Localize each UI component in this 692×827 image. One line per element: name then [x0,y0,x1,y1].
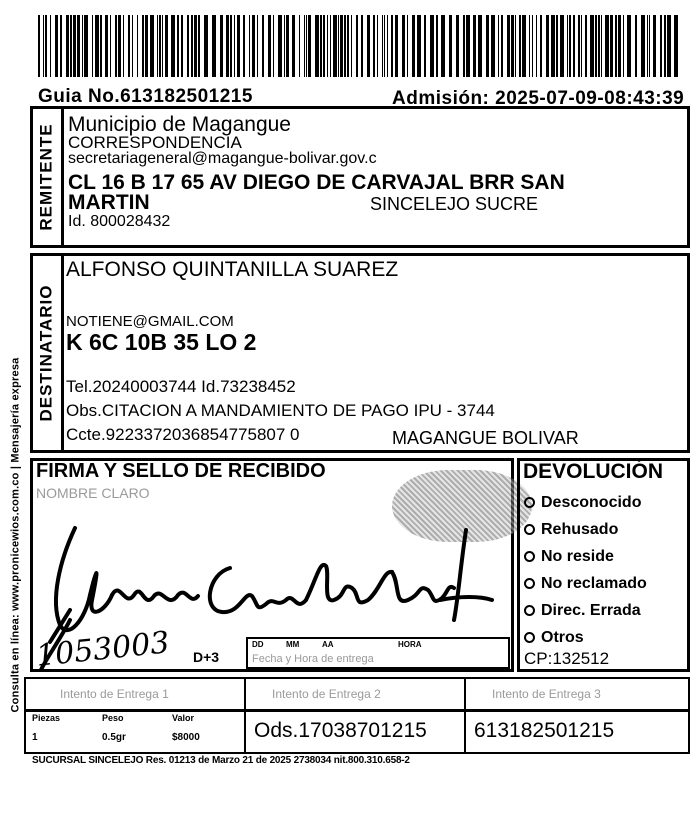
destinatario-tel: Tel.20240003744 Id.73238452 [66,377,296,396]
barcode-bar [417,15,421,77]
barcode-bar [60,15,62,77]
firma-title: FIRMA Y SELLO DE RECIBIDO [36,460,326,482]
package-guia-number: 613182501215 [474,719,615,742]
handwritten-id: 1053003 [34,625,172,674]
barcode-bar [569,15,571,77]
piezas-label: Piezas [32,713,61,723]
barcode-bar [84,15,88,77]
barcode-bar [278,15,282,77]
barcode-bar [299,15,300,77]
barcode-bar [664,15,666,77]
barcode-bar [38,15,40,77]
barcode-bar [249,15,250,77]
barcode-bar [441,15,445,77]
barcode-bar [567,15,568,77]
handwritten-extra: D+3 [193,649,220,665]
remitente-address: CL 16 B 17 65 AV DIEGO DE CARVAJAL BRR SAN [68,171,565,194]
barcode-bar [292,15,295,77]
side-consulta-text: Consulta en línea: www.pronicewios.com.co | Mensajería expresa [9,357,22,713]
option-rehusado[interactable]: Rehusado [524,516,647,543]
barcode-bar [667,15,671,77]
barcode-bar [308,15,311,77]
barcode-bar [449,15,452,77]
barcode-bar [198,15,200,77]
barcode-bar [286,15,289,77]
destinatario-obs: Obs.CITACION A MANDAMIENTO DE PAGO IPU - 3744 [66,401,495,420]
barcode-bar [333,15,337,77]
barcode-bar [132,15,133,77]
destinatario-address: K 6C 10B 35 LO 2 [66,329,257,355]
option-no-reside[interactable]: No reside [524,543,647,570]
barcode-bar [162,15,163,77]
barcode-bar [157,15,158,77]
barcode-bar [412,15,415,77]
barcode-bar [137,15,138,77]
remitente-id: Id. 800028432 [68,213,171,230]
barcode-bar [605,15,609,77]
radio-circle-icon [524,605,535,616]
barcode-bar [649,15,650,77]
barcode-bar [641,15,645,77]
barcode-bar [118,15,121,77]
footer-text: SUCURSAL SINCELEJO Res. 01213 de Marzo 21 de 2025 2738034 nit.800.310.658-2 [32,755,410,766]
peso-value: 0.5gr [102,732,126,743]
barcode-bar [581,15,582,77]
barcode-bar [55,15,58,77]
radio-circle-icon [524,632,535,643]
barcode-bar [556,15,558,77]
valor-label: Valor [172,713,195,723]
barcode-bar [615,15,617,77]
tracking-barcode [38,15,678,77]
barcode-bar [220,15,223,77]
barcode-bar [491,15,495,77]
destinatario-ccte: Ccte.9223372036854775807 0 [66,425,300,444]
barcode-bar [187,15,189,77]
barcode-bar [234,15,235,77]
intento-3: Intento de Entrega 3 [492,687,601,701]
barcode-bar [463,15,465,77]
radio-circle-icon [524,524,535,535]
barcode-bar [546,15,549,77]
barcode-bar [268,15,271,77]
barcode-bar [273,15,274,77]
remitente-name: Municipio de Magangue [68,113,291,136]
barcode-bar [338,15,339,77]
destinatario-label: DESTINATARIO [36,284,56,422]
barcode-bar [181,15,183,77]
barcode-bar [522,15,526,77]
barcode-bar [340,15,343,77]
barcode-bar [257,15,258,77]
barcode-bar [284,15,285,77]
barcode-bar [430,15,434,77]
barcode-bar [573,15,575,77]
barcode-bar [191,15,193,77]
barcode-bar [230,15,232,77]
barcode-bar [150,15,154,77]
barcode-bar [529,15,530,77]
barcode-bar [590,15,594,77]
barcode-bar [115,15,117,77]
barcode-bar [391,15,393,77]
barcode-bar [320,15,322,77]
barcode-bar [382,15,383,77]
barcode-bar [478,15,482,77]
barcode-bar [43,15,44,77]
barcode-bar [635,15,637,77]
barcode-bar [660,15,662,77]
barcode-bar [466,15,470,77]
destinatario-city: MAGANGUE BOLIVAR [392,428,579,448]
barcode-bar [653,15,656,77]
barcode-bar [387,15,388,77]
barcode-bar [50,15,51,77]
remitente-address-2: MARTIN [68,191,150,214]
barcode-bar [344,15,346,77]
barcode-bar [551,15,555,77]
barcode-bar [45,15,47,77]
radio-circle-icon [524,497,535,508]
barcode-bar [519,15,521,77]
barcode-bar [623,15,624,77]
barcode-bar [486,15,489,77]
barcode-bar [145,15,148,77]
barcode-bar [647,15,648,77]
barcode-bar [323,15,325,77]
barcode-bar [610,15,613,77]
barcode-bar [159,15,161,77]
barcode-bar [540,15,542,77]
barcode-bar [585,15,587,77]
barcode-bar [128,15,130,77]
barcode-bar [252,15,255,77]
intento-1: Intento de Entrega 1 [60,687,169,701]
barcode-bar [402,15,405,77]
barcode-bar [456,15,459,77]
barcode-bar [171,15,175,77]
option-direc-errada[interactable]: Direc. Errada [524,597,647,624]
barcode-bar [511,15,514,77]
barcode-bar [367,15,370,77]
devolucion-cp: CP:132512 [524,649,610,668]
nombre-claro-label: NOMBRE CLARO [36,485,150,501]
ods-number: Ods.17038701215 [254,719,427,742]
barcode-bar [262,15,264,77]
barcode-bar [237,15,240,77]
barcode-bar [73,15,76,77]
barcode-bar [243,15,245,77]
devolucion-title: DEVOLUCIÓN [523,460,664,483]
admision-timestamp: Admisión: 2025-07-09-08:43:39 [392,88,685,109]
remitente-label: REMITENTE [36,123,56,231]
devolucion-options [524,489,647,651]
barcode-bar [82,15,83,77]
barcode-bar [532,15,533,77]
option-otros[interactable]: Otros [524,624,647,651]
peso-label: Peso [102,713,124,723]
barcode-bar [105,15,108,77]
barcode-bar [142,15,144,77]
barcode-bar [373,15,375,77]
piezas-value: 1 [32,732,38,743]
option-no-reclamado[interactable]: No reclamado [524,570,647,597]
barcode-bar [498,15,499,77]
barcode-bar [226,15,229,77]
barcode-bar [92,15,93,77]
barcode-bar [501,15,503,77]
barcode-bar [536,15,537,77]
date-hora-label: HORA [398,640,422,649]
barcode-bar [306,15,307,77]
barcode-bar [204,15,208,77]
date-aa-label: AA [322,640,334,649]
barcode-bar [77,15,80,77]
remitente-email: secretariageneral@magangue-bolivar.gov.c [68,150,377,167]
barcode-bar [66,15,69,77]
barcode-bar [618,15,621,77]
barcode-bar [304,15,305,77]
radio-circle-icon [524,551,535,562]
guia-number: Guia No.613182501215 [38,86,253,107]
barcode-bar [377,15,378,77]
barcode-bar [212,15,216,77]
date-dd-label: DD [252,640,264,649]
barcode-bar [194,15,197,77]
barcode-bar [110,15,111,77]
barcode-bar [598,15,600,77]
barcode-bar [507,15,510,77]
barcode-bar [70,15,72,77]
option-desconocido[interactable]: Desconocido [524,489,647,516]
barcode-bar [515,15,516,77]
destinatario-name: ALFONSO QUINTANILLA SUAREZ [66,258,399,281]
barcode-bar [177,15,179,77]
barcode-bar [330,15,331,77]
barcode-bar [123,15,124,77]
barcode-bar [327,15,328,77]
barcode-bar [627,15,631,77]
barcode-bar [351,15,352,77]
destinatario-email: NOTIENE@GMAIL.COM [66,313,234,330]
remitente-dept: CORRESPONDENCIA [68,133,242,152]
barcode-bar [595,15,597,77]
barcode-bar [601,15,602,77]
date-caption: Fecha y Hora de entrega [252,653,374,665]
barcode-bar [560,15,564,77]
barcode-bar [347,15,349,77]
intento-2: Intento de Entrega 2 [272,687,381,701]
barcode-bar [95,15,99,77]
barcode-bar [315,15,319,77]
barcode-bar [473,15,476,77]
date-mm-label: MM [286,640,300,649]
barcode-bar [384,15,385,77]
valor-value: $8000 [172,732,200,743]
remitente-city: SINCELEJO SUCRE [370,194,539,214]
barcode-bar [361,15,363,77]
barcode-bar [165,15,168,77]
radio-circle-icon [524,578,535,589]
barcode-bar [356,15,358,77]
barcode-bar [424,15,426,77]
barcode-bar [578,15,580,77]
barcode-bar [407,15,408,77]
barcode-bar [100,15,102,77]
barcode-bar [436,15,438,77]
barcode-bar [674,15,678,77]
barcode-bar [395,15,398,77]
